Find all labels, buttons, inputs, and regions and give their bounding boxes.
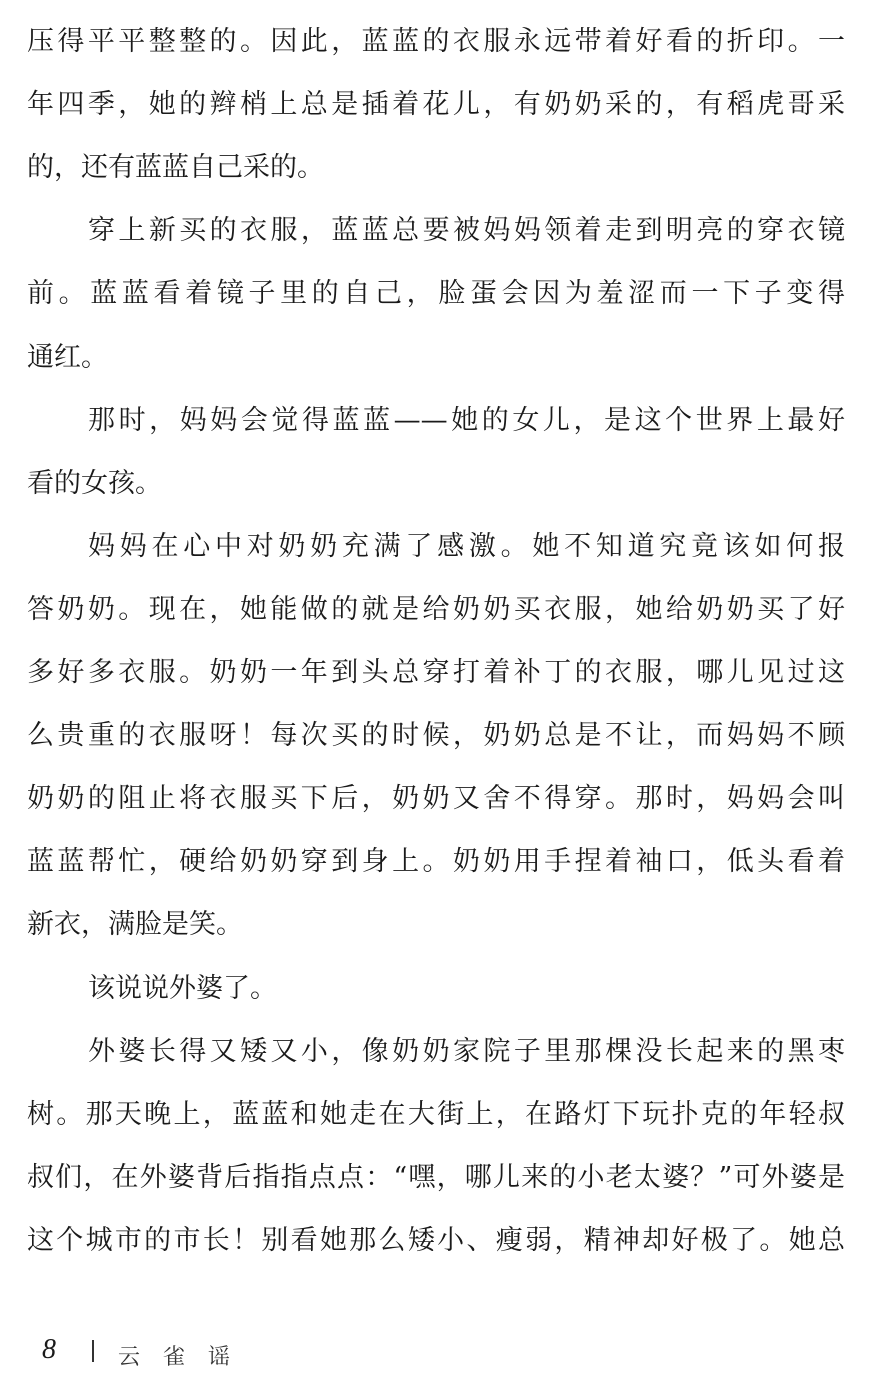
text-line: 前。蓝蓝看着镜子里的自己，脸蛋会因为羞涩而一下子变得 <box>27 278 845 310</box>
text-line: 压得平平整整的。因此，蓝蓝的衣服永远带着好看的折印。一 <box>27 26 845 57</box>
text-line: 那时，妈妈会觉得蓝蓝——她的女儿，是这个世界上最好 <box>88 404 845 436</box>
text-line: 么贵重的衣服呀！每次买的时候，奶奶总是不让，而妈妈不顾 <box>27 720 845 752</box>
text-line: 妈妈在心中对奶奶充满了感激。她不知道究竟该如何报 <box>88 530 845 562</box>
text-line: 树。那天晚上，蓝蓝和她走在大街上，在路灯下玩扑克的年轻叔 <box>27 1098 845 1130</box>
text-line: 奶奶的阻止将衣服买下后，奶奶又舍不得穿。那时，妈妈会叫 <box>27 783 845 815</box>
text-line: 外婆长得又矮又小，像奶奶家院子里那棵没长起来的黑枣 <box>88 1035 845 1067</box>
text-line: 通红。 <box>27 341 108 373</box>
text-line: 多好多衣服。奶奶一年到头总穿打着补丁的衣服，哪儿见过这 <box>27 657 845 688</box>
text-line: 答奶奶。现在，她能做的就是给奶奶买衣服，她给奶奶买了好 <box>27 593 845 625</box>
text-line: 的，还有蓝蓝自己采的。 <box>27 152 324 184</box>
text-line: 叔们，在外婆背后指指点点：“嘿，哪儿来的小老太婆？”可外婆是 <box>27 1161 845 1193</box>
text-line: 年四季，她的辫梢上总是插着花儿，有奶奶采的，有稻虎哥采 <box>27 89 845 121</box>
book-title: 云 雀 谣 <box>118 1345 238 1370</box>
text-line: 新衣，满脸是笑。 <box>27 909 243 941</box>
text-line: 穿上新买的衣服，蓝蓝总要被妈妈领着走到明亮的穿衣镜 <box>88 215 845 247</box>
page-number: 8 <box>42 1334 56 1365</box>
text-line: 该说说外婆了。 <box>88 972 277 1004</box>
text-line: 看的女孩。 <box>27 467 162 499</box>
text-line: 这个城市的市长！别看她那么矮小、瘦弱，精神却好极了。她总 <box>27 1224 845 1256</box>
footer-divider <box>92 1340 94 1362</box>
text-line: 蓝蓝帮忙，硬给奶奶穿到身上。奶奶用手捏着袖口，低头看着 <box>27 846 845 878</box>
